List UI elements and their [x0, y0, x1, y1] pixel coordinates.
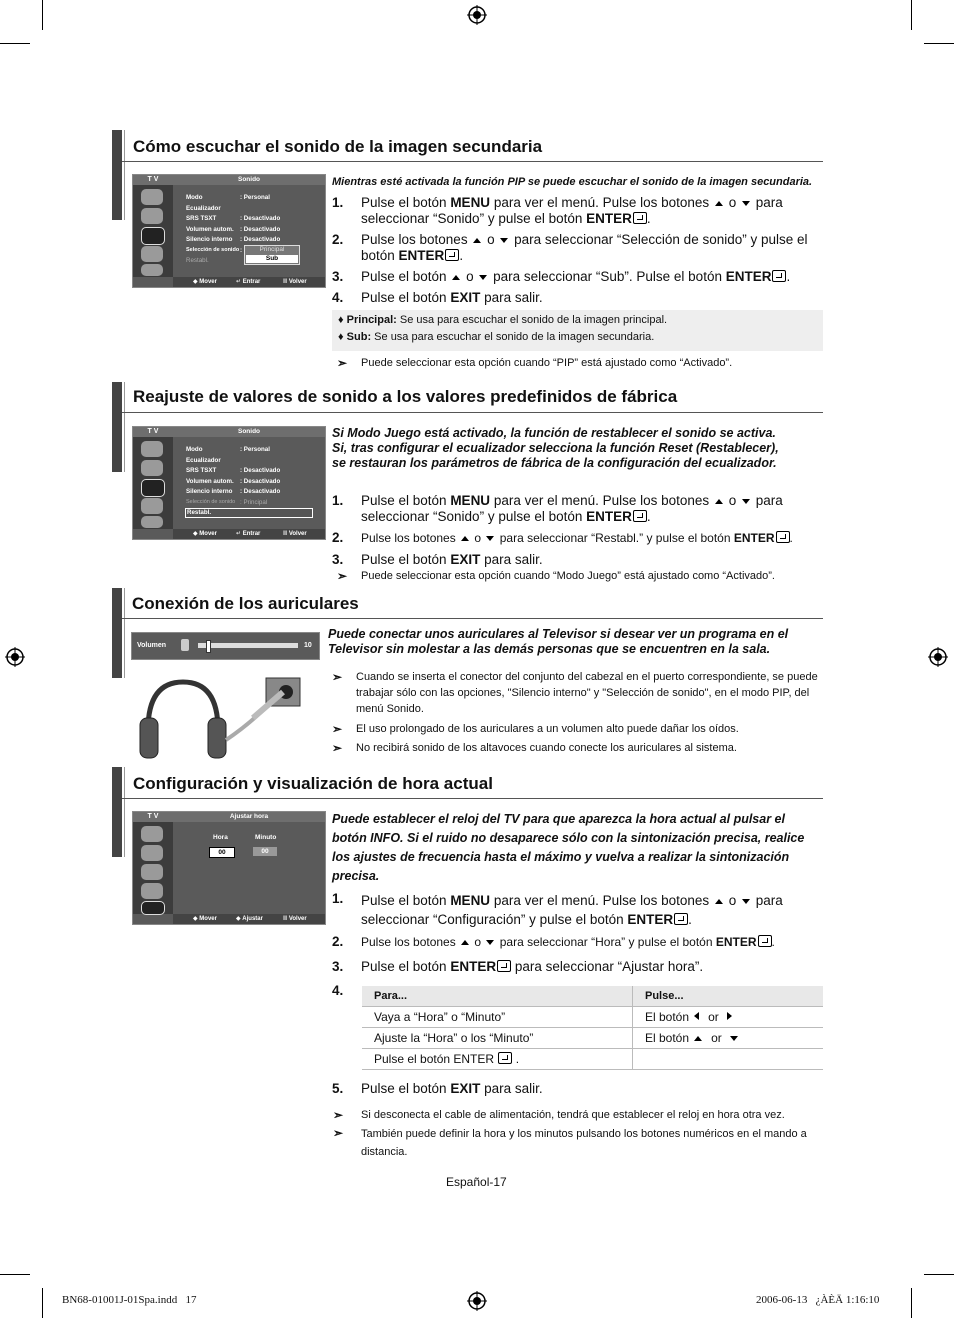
- enter-icon: [498, 1052, 512, 1064]
- enter-icon: [497, 960, 511, 972]
- step-1: 1. Pulse el botón MENU para ver el menú. Pulse los botones o para seleccionar “Sonido” y pulse el botón ENTER .: [332, 493, 783, 524]
- section-rule: [122, 412, 823, 413]
- note-arrow-icon: ➣: [337, 569, 348, 583]
- down-arrow-icon: [742, 499, 750, 504]
- down-arrow-icon: [486, 940, 494, 945]
- crop-mark: [911, 0, 912, 30]
- enter-icon: [758, 935, 772, 947]
- section-rule: [122, 618, 823, 619]
- picture-icon: [141, 460, 163, 476]
- note-arrow-icon: ➣: [337, 356, 348, 370]
- down-arrow-icon: [486, 536, 494, 541]
- crop-mark: [42, 0, 43, 30]
- tv-menu-sound: T V Sonido Modo : Personal Ecualizador SRS TSXT : Desactivado Volumen autom. : Desactivado Silencio interno : Desactivado Selección de sonido : Restabl. Principal Sub ◆ Mover ↵ Entrar Ⅲ Volver: [132, 174, 326, 288]
- section-intro: Puede establecer el reloj del TV para que aparezca la hora actual al pulsar el botón INFO. Si el ruido no desaparece sólo con la sintonización precisa, realice los ajustes de frecuencia hasta el máximo y vuelva a realizar la sintonización precisa.: [332, 812, 805, 883]
- note: ➣ Si desconecta el cable de alimentación, tendrá que establecer el reloj en hora otra vez.: [333, 1108, 785, 1122]
- down-arrow-icon: [742, 899, 750, 904]
- registration-mark-icon: [467, 5, 487, 25]
- section-title: Conexión de los auriculares: [132, 594, 359, 613]
- section-title: Reajuste de valores de sonido a los valores predefinidos de fábrica: [133, 387, 678, 406]
- footer-filename: BN68-01001J-01Spa.indd 17: [62, 1294, 197, 1306]
- section-intro: Si Modo Juego está activado, la función de restablecer el sonido se activa. Si, tras configurar el ecualizador selecciona la función Reset (Restablecer), se restauran los parámetros de fábrica de la configuración del ecualizador.: [332, 426, 779, 470]
- crop-mark: [924, 43, 954, 44]
- registration-mark-icon: [928, 647, 948, 667]
- down-arrow-icon: [500, 238, 508, 243]
- step-1: 1. Pulse el botón MENU para ver el menú. Pulse los botones o para seleccionar “Configuración” y pulse el botón ENTER .: [332, 891, 783, 927]
- page-number: Español-17: [446, 1175, 507, 1189]
- channel-icon: [141, 883, 163, 899]
- enter-icon: [674, 913, 688, 925]
- volume-bar: [198, 643, 298, 648]
- up-arrow-icon: [461, 536, 469, 541]
- sound-select-popup: Principal Sub: [244, 245, 300, 265]
- channel-icon: [141, 246, 163, 262]
- bullet-box: ♦ Principal: Se usa para escuchar el sonido de la imagen principal. ♦ Sub: Se usa para escuchar el sonido de la imagen secundaria.: [332, 310, 823, 351]
- down-arrow-icon: [730, 1036, 738, 1041]
- section-title: Cómo escuchar el sonido de la imagen secundaria: [133, 137, 543, 156]
- crop-mark: [911, 1288, 912, 1318]
- sound-icon: [141, 227, 165, 245]
- note: ➣ El uso prolongado de los auriculares a un volumen alto puede dañar los oídos.: [332, 722, 739, 736]
- key-table: Para... Pulse... Vaya a “Hora” o “Minuto” El botón or Ajuste la “Hora” o los “Minuto” El botón or Pulse el botón ENTER .: [362, 986, 823, 1070]
- registration-mark-icon: [5, 647, 25, 667]
- right-arrow-icon: [727, 1012, 732, 1020]
- step-2: 2. Pulse los botones o para seleccionar “Restabl.” y pulse el botón ENTER .: [332, 530, 793, 545]
- section-bar: [112, 382, 122, 472]
- up-arrow-icon: [473, 238, 481, 243]
- section-bar: [112, 130, 122, 220]
- tv-menu-clock: T V Ajustar hora Hora Minuto 00 00 ◆ Mover ◆ Ajustar Ⅲ Volver: [132, 811, 326, 925]
- note-arrow-icon: ➣: [332, 670, 343, 684]
- footer-timestamp: 2006-06-13 ¿ÀÈÄ 1:16:10: [756, 1294, 880, 1306]
- note-arrow-icon: ➣: [332, 722, 343, 736]
- note: ➣ Puede seleccionar esta opción cuando “Modo Juego” está ajustado como “Activado”.: [337, 569, 775, 583]
- registration-mark-icon: [467, 1291, 487, 1311]
- enter-icon: [633, 212, 647, 224]
- up-arrow-icon: [694, 1036, 702, 1041]
- tv-menu-reset: T V Sonido Modo : Personal Ecualizador SRS TSXT : Desactivado Volumen autom. : Desactivado Silencio interno : Desactivado Selección de sonido : Principal Restabl. ◆ Mover ↵ Entrar Ⅲ Volver: [132, 426, 326, 540]
- section-rule: [122, 798, 823, 799]
- section-title: Configuración y visualización de hora actual: [133, 774, 493, 793]
- speaker-icon: [181, 639, 189, 651]
- enter-icon: [445, 249, 459, 261]
- left-arrow-icon: [694, 1012, 699, 1020]
- note: ➣ Cuando se inserta el conector del conjunto del cabezal en el puerto correspondiente, se puede trabajar sólo con las opciones, "Silencio interno" y "Selección de sonido", en el modo PIP, del menú Sonido.: [332, 670, 818, 715]
- setup-icon: [141, 901, 165, 915]
- step-3: 3. Pulse el botón ENTER para seleccionar “Ajustar hora”.: [332, 959, 704, 974]
- sound-icon: [141, 864, 163, 880]
- up-arrow-icon: [452, 275, 460, 280]
- note-arrow-icon: ➣: [332, 741, 343, 755]
- crop-mark: [42, 1288, 43, 1318]
- note-arrow-icon: ➣: [333, 1126, 344, 1140]
- crop-mark: [0, 1274, 30, 1275]
- enter-icon: [776, 531, 790, 543]
- step-4: 4. Pulse el botón EXIT para salir.: [332, 290, 543, 305]
- step-2: 2. Pulse los botones o para seleccionar “Selección de sonido” y pulse el botón ENTER .: [332, 232, 808, 263]
- step-1: 1. Pulse el botón MENU para ver el menú. Pulse los botones o para seleccionar “Sonido” y pulse el botón ENTER .: [332, 195, 783, 226]
- note: ➣ También puede definir la hora y los minutos pulsando los botones numéricos en el mando a distancia.: [333, 1126, 807, 1158]
- section-bar: [112, 767, 122, 857]
- step-5: 5. Pulse el botón EXIT para salir.: [332, 1081, 543, 1096]
- note: ➣ No recibirá sonido de los altavoces cuando conecte los auriculares al sistema.: [332, 741, 737, 755]
- picture-icon: [141, 845, 163, 861]
- step-3: 3. Pulse el botón EXIT para salir.: [332, 552, 543, 567]
- crop-mark: [924, 1274, 954, 1275]
- picture-icon: [141, 189, 163, 205]
- setup-icon: [141, 516, 163, 528]
- sound-icon: [141, 479, 165, 497]
- volume-osd: Volumen 10: [131, 632, 320, 660]
- note-arrow-icon: ➣: [333, 1108, 344, 1122]
- section-intro: Puede conectar unos auriculares al Televisor si desear ver un programa en el Televisor sin molestar a las demás personas que se encuentren en la sala.: [328, 627, 789, 656]
- volume-knob: [206, 640, 211, 653]
- up-arrow-icon: [461, 940, 469, 945]
- step-4: 4.: [332, 983, 344, 998]
- down-arrow-icon: [479, 275, 487, 280]
- note: ➣ Puede seleccionar esta opción cuando “PIP” está ajustado como “Activado”.: [337, 356, 733, 370]
- enter-icon: [633, 510, 647, 522]
- section-bar: [112, 588, 122, 678]
- setup-icon: [141, 264, 163, 276]
- up-arrow-icon: [715, 201, 723, 206]
- section-rule: [122, 161, 823, 162]
- up-arrow-icon: [715, 899, 723, 904]
- crop-mark: [0, 43, 30, 44]
- picture-icon: [141, 208, 163, 224]
- down-arrow-icon: [742, 201, 750, 206]
- channel-icon: [141, 498, 163, 514]
- step-2: 2. Pulse los botones o para seleccionar “Hora” y pulse el botón ENTER .: [332, 934, 775, 949]
- enter-icon: [772, 270, 786, 282]
- step-3: 3. Pulse el botón o para seleccionar “Sub”. Pulse el botón ENTER .: [332, 269, 791, 284]
- headphones-illustration: [138, 670, 303, 765]
- section-intro: Mientras esté activada la función PIP se puede escuchar el sonido de la imagen secundaria.: [332, 176, 813, 188]
- picture-icon: [141, 441, 163, 457]
- picture-icon: [141, 826, 163, 842]
- up-arrow-icon: [715, 499, 723, 504]
